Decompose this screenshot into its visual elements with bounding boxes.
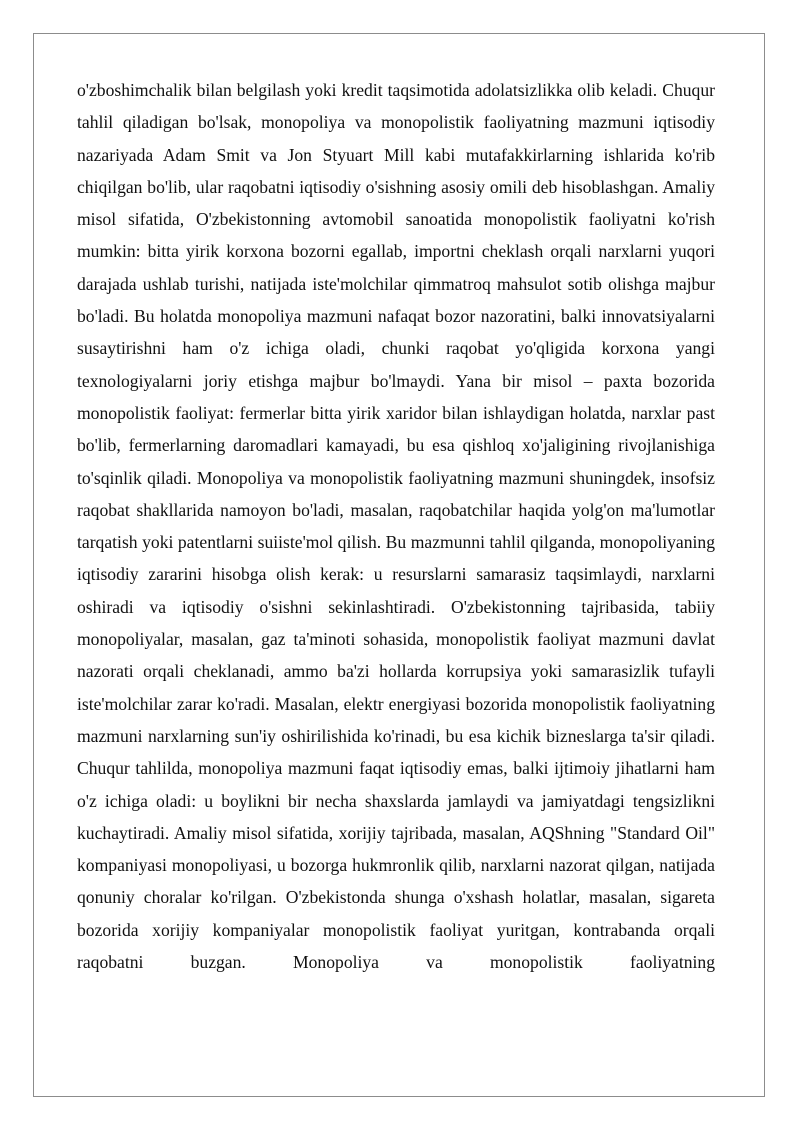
- document-body: [77, 74, 715, 978]
- body-paragraph: o'zboshimchalik bilan belgilash yoki kredit taqsimotida adolatsizlikka olib keladi. Chuqur tahlil qiladigan bo'lsak, monopoliya va monopolistik faoliyatning mazmuni iqtisodiy nazariyada Adam Smit va Jon Styuart Mill kabi mutafakkirlarning ishlarida ko'rib chiqilgan bo'lib, ular raqobatni iqtisodiy o'sishning asosiy omili deb hisoblashgan. Amaliy misol sifatida, O'zbekistonning avtomobil sanoatida monopolistik faoliyatni ko'rish mumkin: bitta yirik korxona bozorni egallab, importni cheklash orqali narxlarni yuqori darajada ushlab turishi, natijada iste'molchilar qimmatroq mahsulot sotib olishga majbur bo'ladi. Bu holatda monopoliya mazmuni nafaqat bozor nazoratini, balki innovatsiyalarni susaytirishni ham o'z ichiga oladi, chunki raqobat yo'qligida korxona yangi texnologiyalarni joriy etishga majbur bo'lmaydi. Yana bir misol – paxta bozorida monopolistik faoliyat: fermerlar bitta yirik xaridor bilan ishlaydigan holatda, narxlar past bo'lib, fermerlarning daromadlari kamayadi, bu esa qishloq xo'jaligining rivojlanishiga to'sqinlik qiladi. Monopoliya va monopolistik faoliyatning mazmuni shuningdek, insofsiz raqobat shakllarida namoyon bo'ladi, masalan, raqobatchilar haqida yolg'on ma'lumotlar tarqatish yoki patentlarni suiiste'mol qilish. Bu mazmunni tahlil qilganda, monopoliyaning iqtisodiy zararini hisobga olish kerak: u resurslarni samarasiz taqsimlaydi, narxlarni oshiradi va iqtisodiy o'sishni sekinlashtiradi. O'zbekistonning tajribasida, tabiiy monopoliyalar, masalan, gaz ta'minoti sohasida, monopolistik faoliyat mazmuni davlat nazorati orqali cheklanadi, ammo ba'zi hollarda korrupsiya yoki samarasizlik tufayli iste'molchilar zarar ko'radi. Masalan, elektr energiyasi bozorida monopolistik faoliyatning mazmuni narxlarning sun'iy oshirilishida ko'rinadi, bu esa kichik bizneslarga ta'sir qiladi. Chuqur tahlilda, monopoliya mazmuni faqat iqtisodiy emas, balki ijtimoiy jihatlarni ham o'z ichiga oladi: u boylikni bir necha shaxslarda jamlaydi va jamiyatdagi tengsizlikni kuchaytiradi. Amaliy misol sifatida, xorijiy tajribada, masalan, AQShning "Standard Oil" kompaniyasi monopoliyasi, u bozorga hukmronlik qilib, narxlarni nazorat qilgan, natijada qonuniy choralar ko'rilgan. O'zbekistonda shunga o'xshash holatlar, masalan, sigareta bozorida xorijiy kompaniyalar monopolistik faoliyat yuritgan, kontrabanda orqali raqobatni buzgan. Monopoliya va monopolistik faoliyatning: [77, 80, 715, 973]
